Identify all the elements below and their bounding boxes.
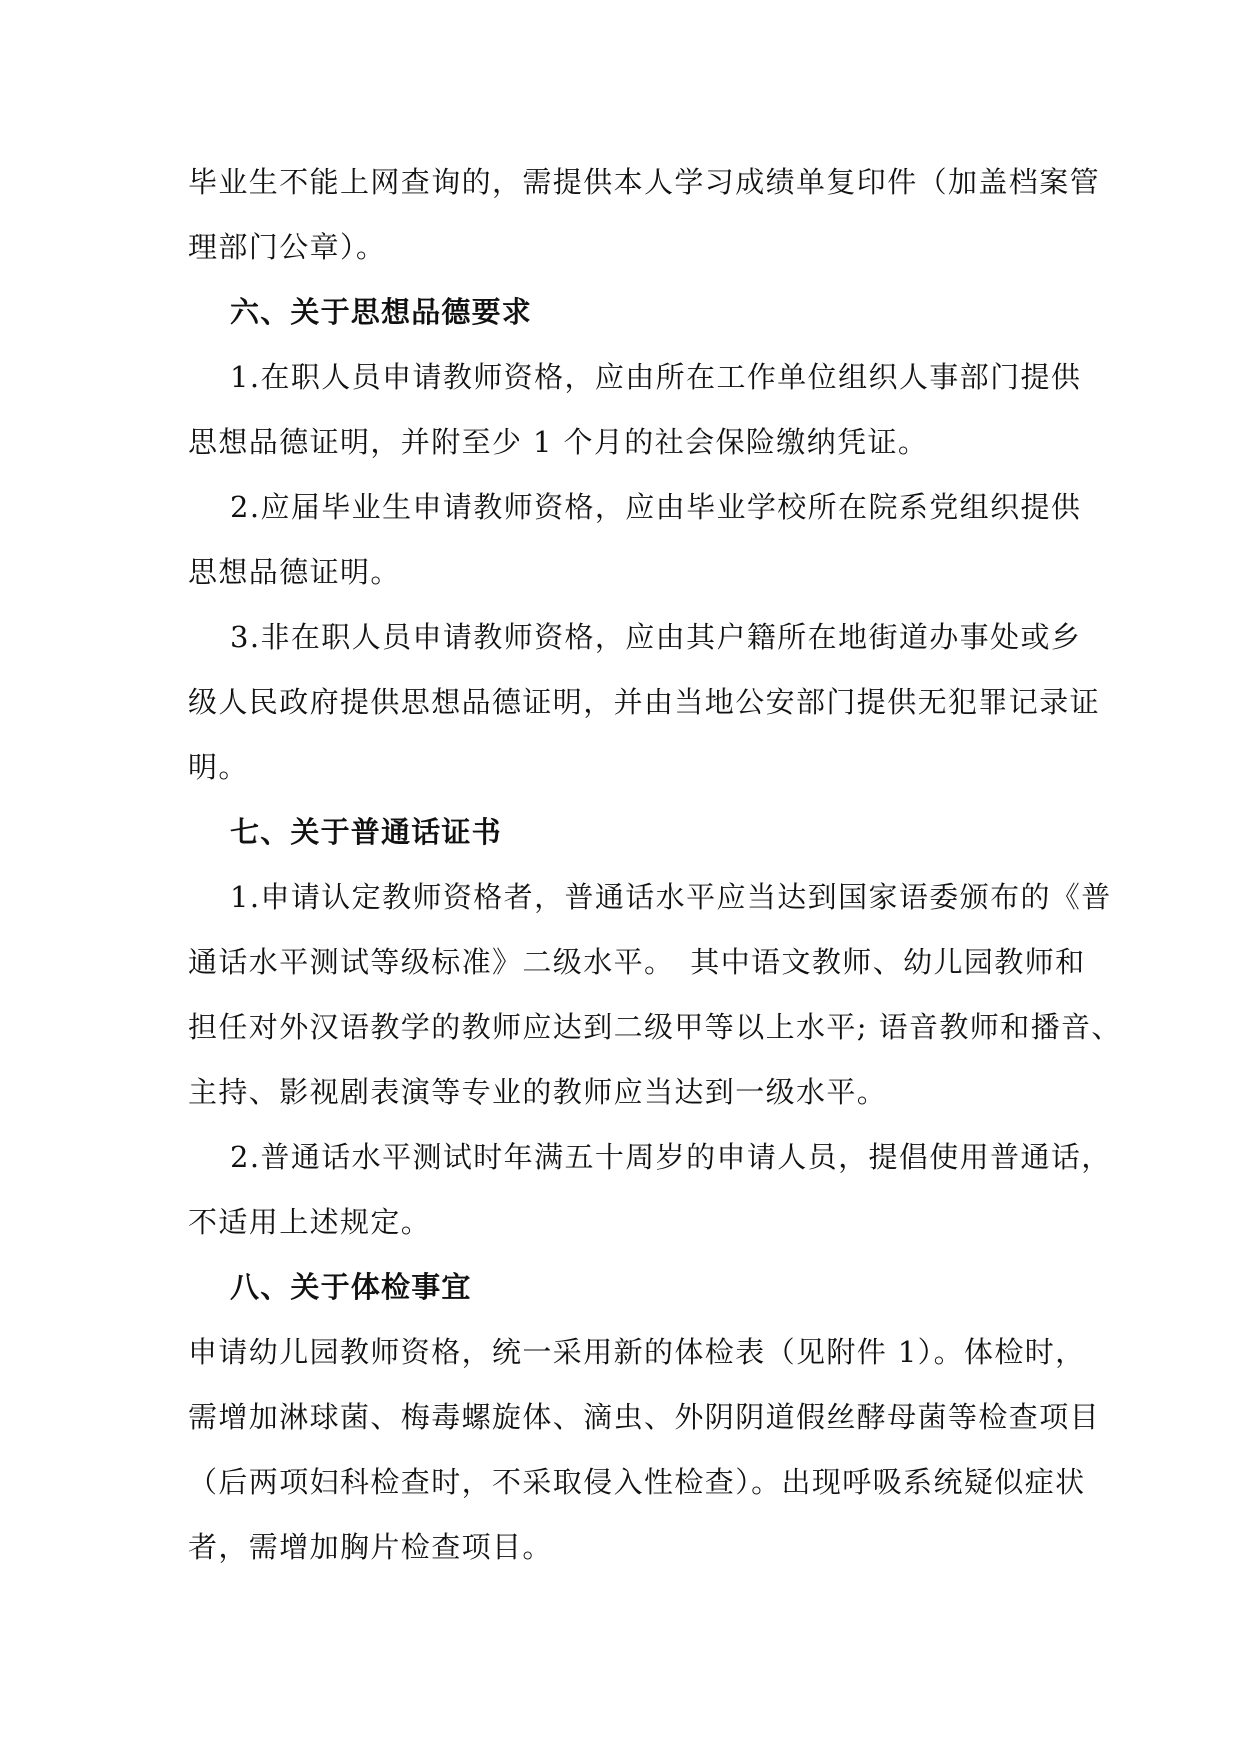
paragraph-line: 不适用上述规定。 [188, 1205, 432, 1239]
paragraph-line: 3.非在职人员申请教师资格，应由其户籍所在地街道办事处或乡 [230, 620, 1082, 654]
paragraph-line: 通话水平测试等级标准》二级水平。 其中语文教师、幼儿园教师和 [188, 945, 1086, 979]
paragraph-line: 明。 [188, 750, 249, 784]
section-heading: 七、关于普通话证书 [230, 815, 502, 849]
paragraph-line: 思想品德证明。 [188, 555, 401, 589]
paragraph-line: 思想品德证明，并附至少 1 个月的社会保险缴纳凭证。 [188, 425, 929, 459]
paragraph-line: 2.普通话水平测试时年满五十周岁的申请人员，提倡使用普通话， [230, 1140, 1112, 1174]
paragraph-line: 者，需增加胸片检查项目。 [188, 1530, 553, 1564]
paragraph-line: 理部门公章）。 [188, 230, 387, 264]
paragraph-line: 主持、影视剧表演等专业的教师应当达到一级水平。 [188, 1075, 888, 1109]
section-heading: 八、关于体检事宜 [230, 1270, 472, 1304]
paragraph-line: 2.应届毕业生申请教师资格，应由毕业学校所在院系党组织提供 [230, 490, 1082, 524]
paragraph-line: 1.在职人员申请教师资格，应由所在工作单位组织人事部门提供 [230, 360, 1082, 394]
paragraph-line: 1.申请认定教师资格者，普通话水平应当达到国家语委颁布的《普 [230, 880, 1112, 914]
paragraph-line: 级人民政府提供思想品德证明，并由当地公安部门提供无犯罪记录证 [188, 685, 1101, 719]
section-heading: 六、关于思想品德要求 [230, 295, 533, 329]
paragraph-line: 担任对外汉语教学的教师应达到二级甲等以上水平; 语音教师和播音、 [188, 1010, 1122, 1044]
paragraph-line: 毕业生不能上网查询的，需提供本人学习成绩单复印件（加盖档案管 [188, 165, 1101, 199]
paragraph-line: （后两项妇科检查时，不采取侵入性检查）。出现呼吸系统疑似症状 [188, 1465, 1086, 1499]
paragraph-line: 申请幼儿园教师资格，统一采用新的体检表（见附件 1）。体检时， [188, 1335, 1086, 1369]
paragraph-line: 需增加淋球菌、梅毒螺旋体、滴虫、外阴阴道假丝酵母菌等检查项目 [188, 1400, 1101, 1434]
